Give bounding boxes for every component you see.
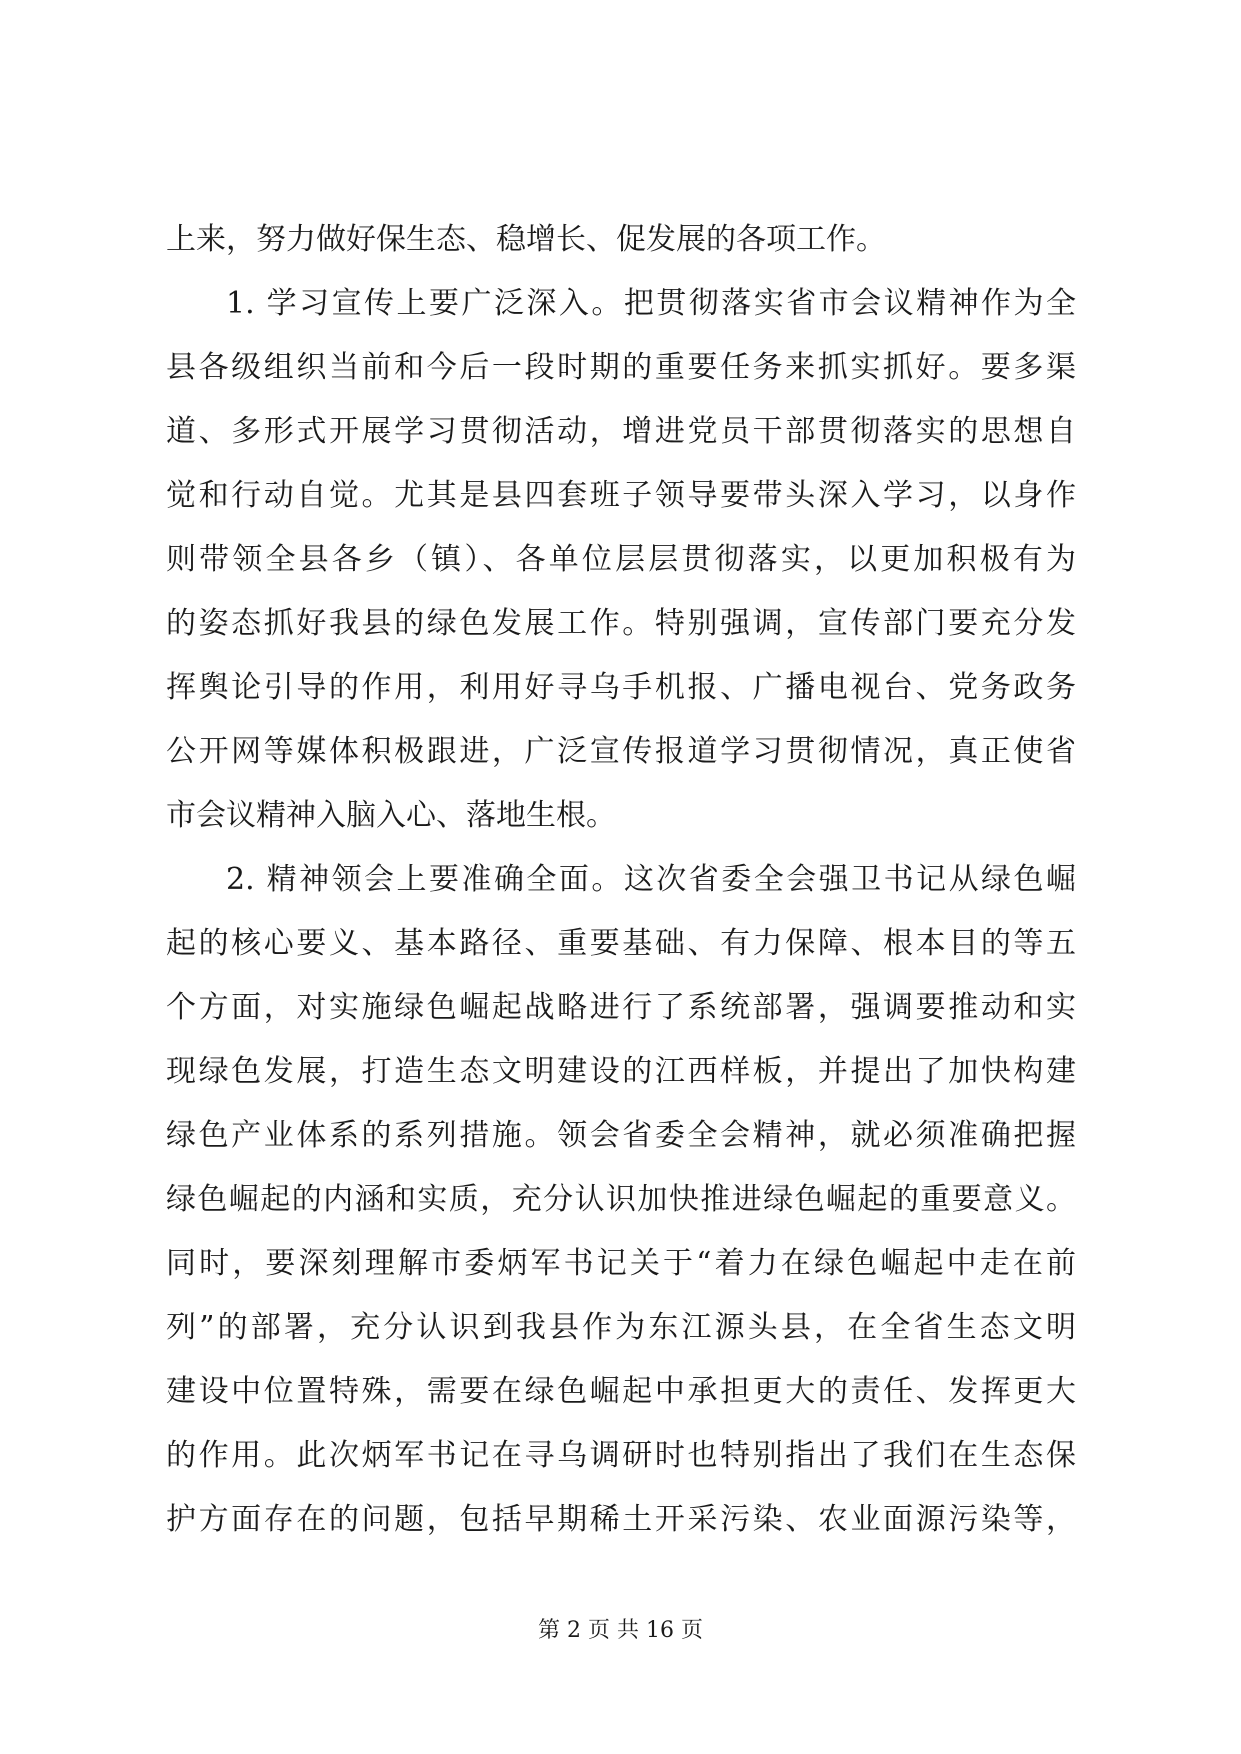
text-line: 的作用。此次炳军书记在寻乌调研时也特别指出了我们在生态保 bbox=[166, 1438, 1076, 1473]
text-line: 护方面存在的问题，包括早期稀土开采污染、农业面源污染等， bbox=[166, 1502, 1076, 1537]
text-line: 列”的部署，充分认识到我县作为东江源头县，在全省生态文明 bbox=[166, 1310, 1076, 1345]
text-line: 现绿色发展，打造生态文明建设的江西样板，并提出了加快构建 bbox=[166, 1054, 1076, 1089]
text-line: 觉和行动自觉。尤其是县四套班子领导要带头深入学习，以身作 bbox=[166, 478, 1076, 513]
text-line: 建设中位置特殊，需要在绿色崛起中承担更大的责任、发挥更大 bbox=[166, 1374, 1076, 1409]
text-line: 的姿态抓好我县的绿色发展工作。特别强调，宣传部门要充分发 bbox=[166, 606, 1076, 641]
text-line: 绿色产业体系的系列措施。领会省委全会精神，就必须准确把握 bbox=[166, 1118, 1076, 1153]
text-line: 道、多形式开展学习贯彻活动，增进党员干部贯彻落实的思想自 bbox=[166, 414, 1076, 449]
text-line: 上来，努力做好保生态、稳增长、促发展的各项工作。 bbox=[166, 222, 886, 257]
text-line: 挥舆论引导的作用，利用好寻乌手机报、广播电视台、党务政务 bbox=[166, 670, 1076, 705]
text-line: 县各级组织当前和今后一段时期的重要任务来抓实抓好。要多渠 bbox=[166, 350, 1076, 385]
page-footer: 第 2 页 共 16 页 bbox=[538, 1618, 703, 1643]
text-line: 个方面，对实施绿色崛起战略进行了系统部署，强调要推动和实 bbox=[166, 990, 1076, 1025]
text-line: 1. 学习宣传上要广泛深入。把贯彻落实省市会议精神作为全 bbox=[226, 286, 1076, 321]
text-line: 市会议精神入脑入心、落地生根。 bbox=[166, 798, 616, 833]
text-line: 2. 精神领会上要准确全面。这次省委全会强卫书记从绿色崛 bbox=[226, 862, 1076, 897]
text-line: 公开网等媒体积极跟进，广泛宣传报道学习贯彻情况，真正使省 bbox=[166, 734, 1076, 769]
text-line: 绿色崛起的内涵和实质，充分认识加快推进绿色崛起的重要意义。 bbox=[166, 1182, 1076, 1217]
document-body bbox=[166, 208, 1076, 1552]
text-line: 起的核心要义、基本路径、重要基础、有力保障、根本目的等五 bbox=[166, 926, 1076, 961]
text-line: 同时，要深刻理解市委炳军书记关于“着力在绿色崛起中走在前 bbox=[166, 1246, 1076, 1281]
text-line: 则带领全县各乡（镇）、各单位层层贯彻落实，以更加积极有为 bbox=[166, 542, 1076, 577]
